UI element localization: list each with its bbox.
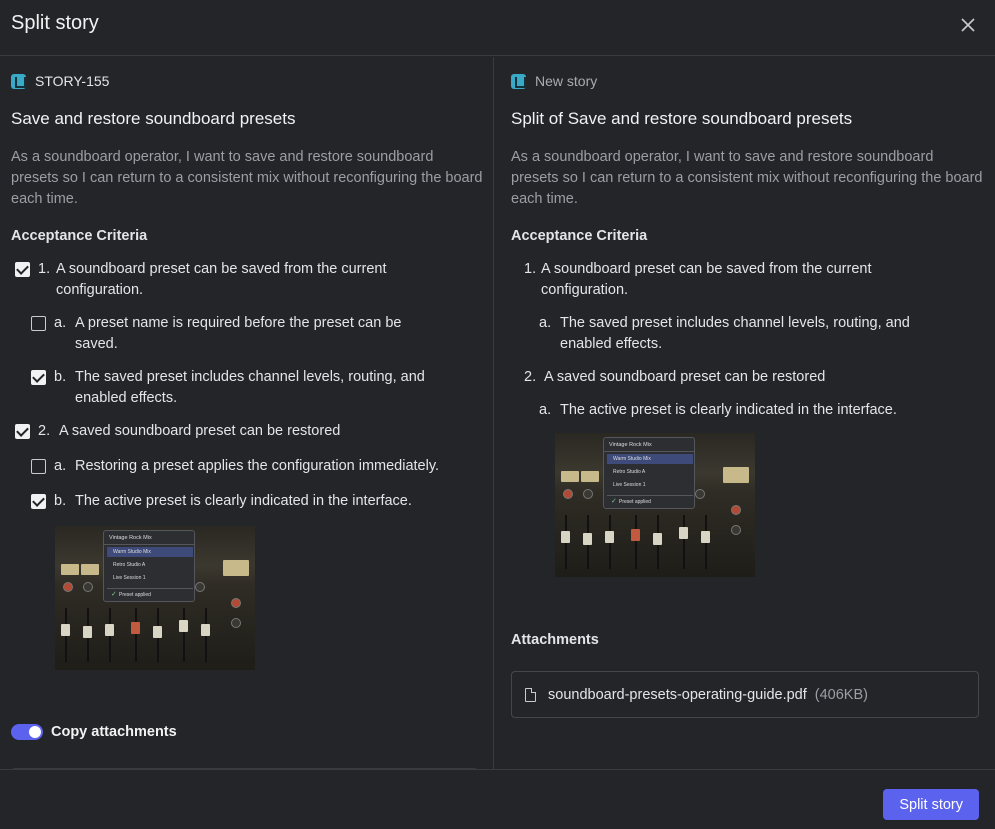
fader-cap xyxy=(583,533,592,545)
knob xyxy=(63,582,73,592)
criteria-text: Restoring a preset applies the configuration immediately. xyxy=(75,458,440,474)
vu-meter xyxy=(581,471,599,482)
story-type-icon xyxy=(511,74,526,89)
criteria-number: a. xyxy=(539,315,552,331)
criteria-checkbox[interactable] xyxy=(15,424,30,439)
story-title: Save and restore soundboard presets xyxy=(11,109,296,128)
copy-attachments-toggle[interactable] xyxy=(11,724,43,740)
criteria-item xyxy=(524,367,954,388)
criteria-number: 1. xyxy=(38,261,51,277)
preset-applied-label: ✓ Preset applied xyxy=(607,495,693,507)
criteria-item xyxy=(38,421,458,442)
criteria-number: a. xyxy=(539,402,552,418)
criteria-number: b. xyxy=(54,493,67,509)
attachments-heading: Attachments xyxy=(511,632,599,648)
knob xyxy=(83,582,93,592)
soundboard-screenshot xyxy=(55,526,255,670)
criteria-text: A soundboard preset can be saved from the current configuration. xyxy=(56,261,387,298)
fader-track xyxy=(135,608,137,662)
copy-attachments-row[interactable] xyxy=(11,724,177,740)
fader-cap xyxy=(131,622,140,634)
soundboard-screenshot xyxy=(555,433,755,577)
vu-meter xyxy=(223,560,249,576)
fader-cap xyxy=(61,624,70,636)
dialog-title: Split story xyxy=(11,12,99,34)
preset-option: Live Session 1 xyxy=(113,575,146,581)
preset-option: Retro Studio A xyxy=(113,562,146,568)
acceptance-criteria-heading: Acceptance Criteria xyxy=(511,228,648,244)
preset-option: Warm Studio Mix xyxy=(107,547,193,557)
criteria-text: A saved soundboard preset can be restored xyxy=(59,423,341,439)
criteria-checkbox[interactable] xyxy=(31,494,46,509)
criteria-item xyxy=(524,259,954,301)
fader-cap xyxy=(83,626,92,638)
criteria-checkbox[interactable] xyxy=(15,262,30,277)
criteria-text: The saved preset includes channel levels, routing, and enabled effects. xyxy=(75,369,425,406)
fader-cap xyxy=(105,624,114,636)
story-header xyxy=(11,73,109,89)
criteria-number: 1. xyxy=(524,261,537,277)
file-icon xyxy=(525,688,536,702)
fader-cap xyxy=(153,626,162,638)
criteria-text: The active preset is clearly indicated in the interface. xyxy=(560,402,897,418)
criteria-text: A soundboard preset can be saved from the current configuration. xyxy=(541,261,872,298)
criteria-number: 2. xyxy=(524,369,537,385)
vu-meter xyxy=(561,471,579,482)
fader-cap xyxy=(679,527,688,539)
story-key: New story xyxy=(535,73,598,89)
criteria-checkbox[interactable] xyxy=(31,370,46,385)
story-description[interactable]: As a soundboard operator, I want to save and restore soundboard presets so I can return to a consistent mix without reconfiguring the board each time. xyxy=(511,149,983,207)
fader-cap xyxy=(631,529,640,541)
knob xyxy=(231,598,241,608)
fader-cap xyxy=(201,624,210,636)
new-story-pane xyxy=(495,57,995,769)
fader-cap xyxy=(179,620,188,632)
copy-attachments-label: Copy attachments xyxy=(51,724,177,740)
story-key: STORY-155 xyxy=(35,73,110,89)
preset-option: Live Session 1 xyxy=(613,482,646,488)
story-header xyxy=(511,73,597,89)
criteria-item xyxy=(54,367,474,409)
preset-dropdown-menu xyxy=(603,437,695,509)
original-story-pane xyxy=(0,57,494,769)
vu-meter xyxy=(61,564,79,575)
fader-track xyxy=(683,515,685,569)
fader-cap xyxy=(605,531,614,543)
fader-cap xyxy=(561,531,570,543)
knob xyxy=(195,582,205,592)
vu-meter xyxy=(81,564,99,575)
preset-dropdown-menu xyxy=(103,530,195,602)
story-type-icon xyxy=(11,74,26,89)
criteria-item xyxy=(54,491,474,512)
knob xyxy=(731,525,741,535)
criteria-checkbox[interactable] xyxy=(31,316,46,331)
criteria-text: The active preset is clearly indicated in the interface. xyxy=(75,493,412,509)
acceptance-criteria-heading: Acceptance Criteria xyxy=(11,228,148,244)
story-title[interactable]: Split of Save and restore soundboard presets xyxy=(511,109,853,128)
criteria-item xyxy=(539,313,959,355)
knob xyxy=(731,505,741,515)
criteria-item xyxy=(539,400,969,421)
preset-applied-label: ✓ Preset applied xyxy=(107,588,193,600)
dialog-header xyxy=(0,0,995,56)
criteria-item xyxy=(54,313,464,355)
story-description: As a soundboard operator, I want to save and restore soundboard presets so I can return to a consistent mix without reconfiguring the board each time. xyxy=(11,149,483,207)
attachment-name: soundboard-presets-operating-guide.pdf xyxy=(548,686,807,703)
fader-cap xyxy=(701,531,710,543)
fader-track xyxy=(635,515,637,569)
attachment-size: (406KB) xyxy=(814,686,868,703)
criteria-text: The saved preset includes channel levels, routing, and enabled effects. xyxy=(560,315,910,352)
fader-track xyxy=(183,608,185,662)
criteria-item xyxy=(54,456,484,477)
knob xyxy=(695,489,705,499)
attachment-item[interactable] xyxy=(511,671,979,718)
preset-option: Retro Studio A xyxy=(613,469,646,475)
preset-dropdown-selected: Vintage Rock Mix xyxy=(604,438,694,452)
knob xyxy=(231,618,241,628)
preset-option: Warm Studio Mix xyxy=(607,454,693,464)
close-icon[interactable] xyxy=(959,16,977,34)
knob xyxy=(583,489,593,499)
fader-cap xyxy=(653,533,662,545)
dialog-footer xyxy=(0,769,995,829)
criteria-checkbox[interactable] xyxy=(31,459,46,474)
knob xyxy=(563,489,573,499)
criteria-text: A preset name is required before the preset can be saved. xyxy=(75,315,402,352)
criteria-item xyxy=(38,259,458,301)
criteria-number: 2. xyxy=(38,423,51,439)
criteria-number: a. xyxy=(54,315,67,331)
criteria-number: a. xyxy=(54,458,67,474)
criteria-number: b. xyxy=(54,369,67,385)
criteria-text: A saved soundboard preset can be restored xyxy=(544,369,826,385)
preset-dropdown-selected: Vintage Rock Mix xyxy=(104,531,194,545)
split-story-button[interactable]: Split story xyxy=(883,789,979,820)
vu-meter xyxy=(723,467,749,483)
